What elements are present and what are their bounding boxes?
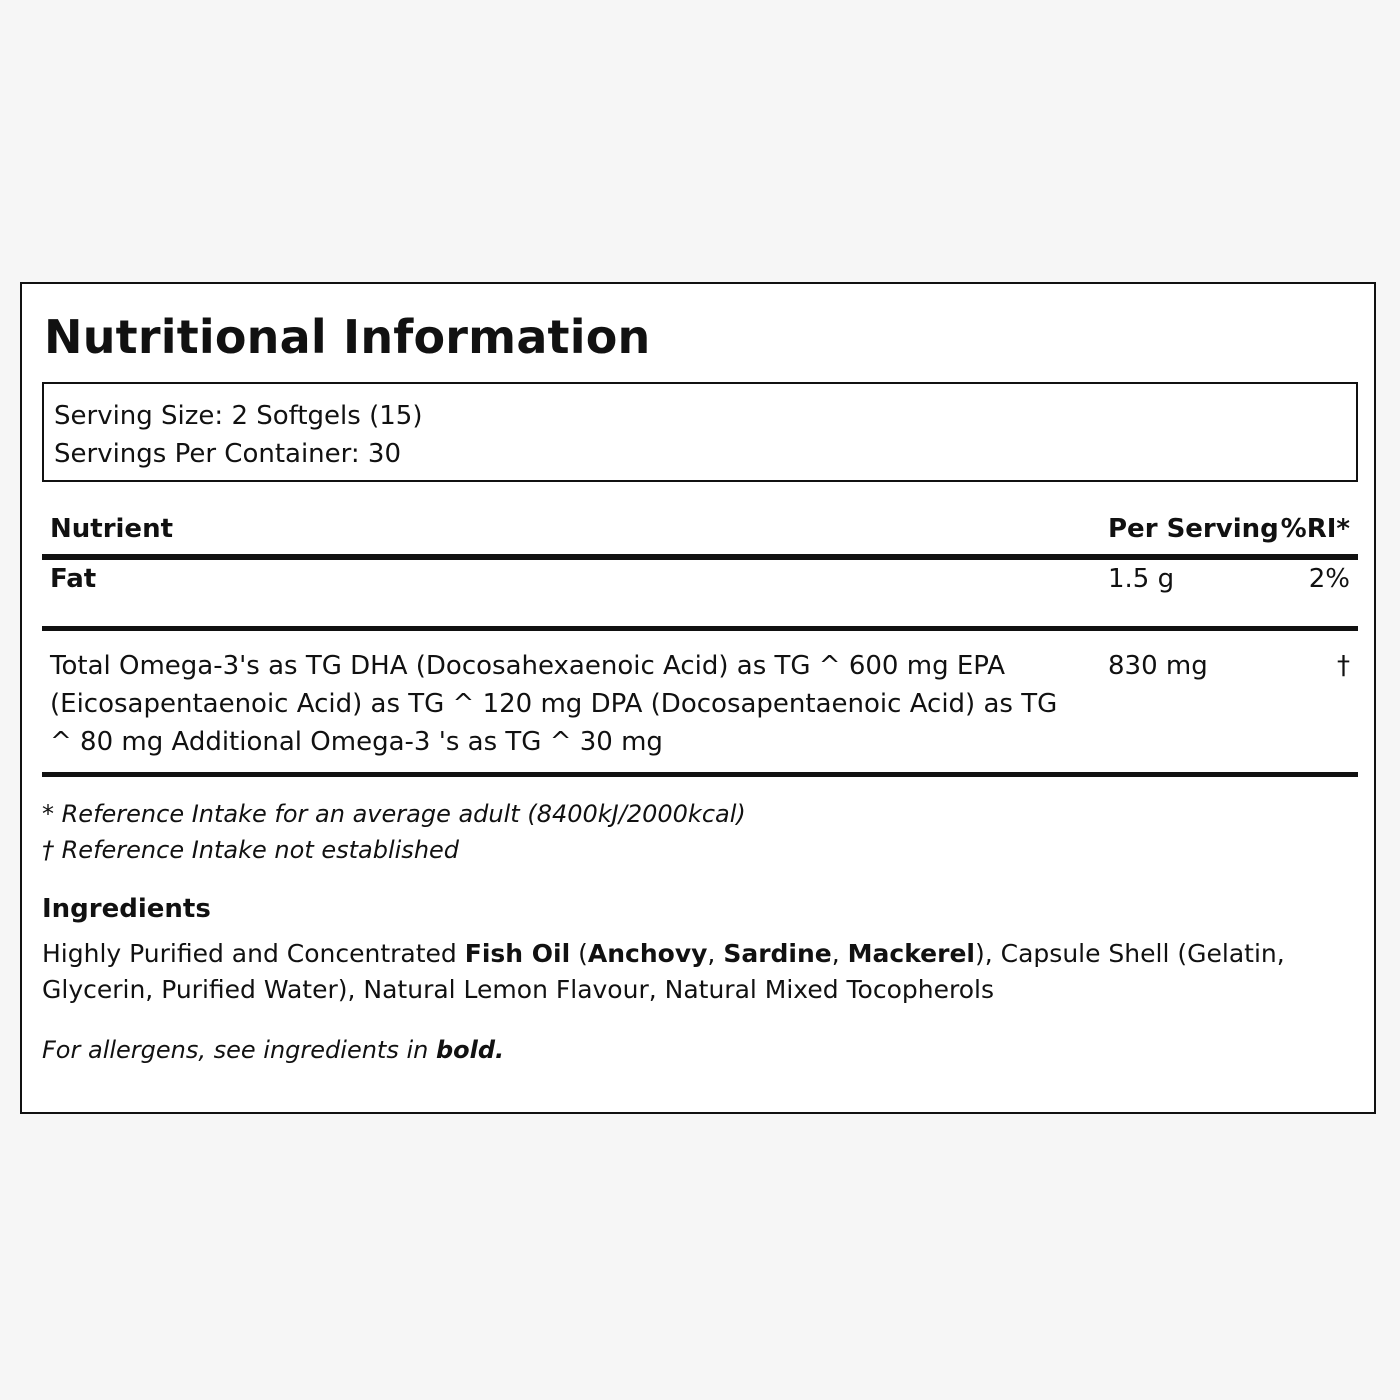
nutrient-name: Total Omega-3's as TG DHA (Docosahexaenoic Acid) as TG ^ 600 mg EPA (Eicosapentaenoic Acid) as TG ^ 120 mg DPA (Docosapentaenoic Acid) as TG ^ 80 mg Additional Omega-3 's as TG ^ 30 mg [50,651,1058,757]
footnote-not-established: † Reference Intake not established [42,836,460,864]
nutrition-label-panel [20,282,1376,1114]
allergen-note-text: For allergens, see ingredients in [42,1036,436,1064]
serving-size: Serving Size: 2 Softgels (15) [54,401,423,431]
allergen-fish-oil: Fish Oil [464,939,571,968]
nutrient-ri: † [1337,651,1350,681]
footnote-ri: * Reference Intake for an average adult (8400kJ/2000kcal) [42,800,746,828]
ingredients-text-part: ( [570,939,588,968]
ingredients-text-part: ), Capsule Shell (Gelatin, Glycerin, Purified Water), Natural Lemon Flavour, Natural Mixed Tocopherols [42,939,1285,1004]
ingredients-text-part: , [707,939,724,968]
footnotes [42,796,746,868]
allergen-mackerel: Mackerel [847,939,975,968]
label-title: Nutritional Information [44,310,651,364]
nutrient-per-serving: 1.5 g [1108,564,1175,594]
ingredients-text [42,936,1342,1008]
ingredients-text-part: , [831,939,848,968]
table-row-omega3 [42,632,1358,777]
ingredients-text-part: Highly Purified and Concentrated [42,939,465,968]
nutrient-ri: 2% [1308,564,1350,594]
allergen-sardine: Sardine [723,939,832,968]
serving-info-box [42,382,1358,482]
allergen-note-emphasis: bold. [435,1036,505,1064]
header-per-serving: Per Serving [1108,514,1279,544]
allergen-note [42,1036,504,1064]
ingredients-heading: Ingredients [42,894,211,924]
nutrient-name: Fat [50,564,97,594]
table-row-fat [42,560,1358,631]
nutrient-per-serving: 830 mg [1108,651,1208,681]
header-nutrient: Nutrient [50,514,174,544]
servings-per-container: Servings Per Container: 30 [54,439,402,469]
header-ri: %RI* [1280,514,1350,544]
allergen-anchovy: Anchovy [587,939,708,968]
nutrient-table-header [42,506,1358,560]
